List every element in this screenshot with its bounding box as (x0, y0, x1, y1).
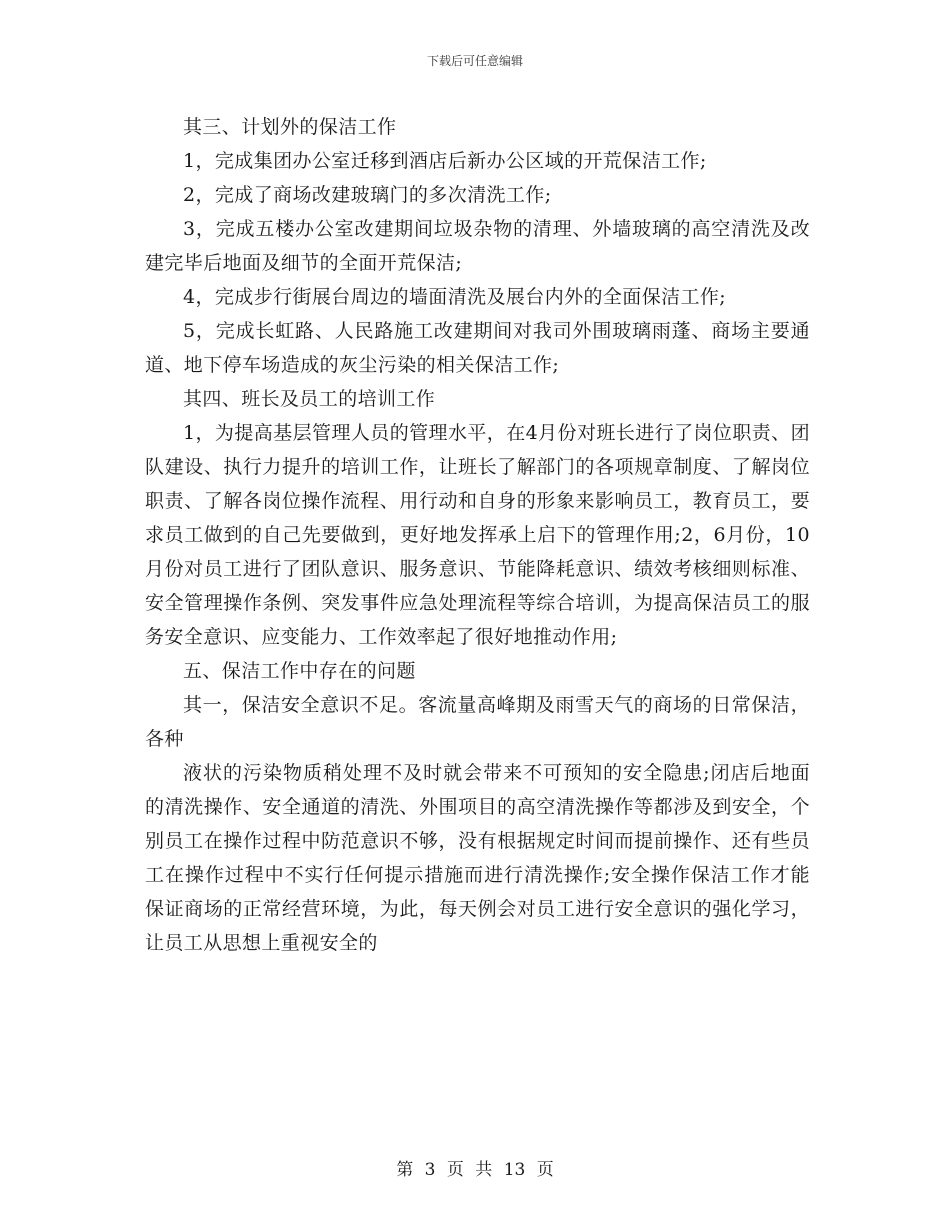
paragraph: 1，完成集团办公室迁移到酒店后新办公区域的开荒保洁工作; (183, 150, 707, 172)
paragraph: 5，完成长虹路、人民路施工改建期间对我司外围玻璃雨蓬、商场主要通道、地下停车场造成的灰尘污染的相关保洁工作; (145, 320, 810, 376)
page-header: 下载后可任意编辑 (426, 54, 523, 68)
paragraph: 3，完成五楼办公室改建期间垃圾杂物的清理、外墙玻璃的高空清洗及改建完毕后地面及细节的全面开荒保洁; (145, 218, 810, 274)
paragraph: 2，完成了商场改建玻璃门的多次清洗工作; (183, 184, 552, 206)
paragraph: 其三、计划外的保洁工作 (183, 116, 397, 138)
paragraph: 五、保洁工作中存在的问题 (183, 660, 416, 682)
paragraph: 1，为提高基层管理人员的管理水平，在4月份对班长进行了岗位职责、团队建设、执行力提升的培训工作，让班长了解部门的各项规章制度、了解岗位职责、了解各岗位操作流程、用行动和自身的形象来影响员工，教育员工，要求员工做到的自己先要做到，更好地发挥承上启下的管理作用;2，6月份，10月份对员工进行了团队意识、服务意识、节能降耗意识、绩效考核细则标准、安全管理操作条例、突发事件应急处理流程等综合培训，为提高保洁员工的服务安全意识、应变能力、工作效率起了很好地推动作用; (145, 422, 810, 648)
paragraph: 4，完成步行街展台周边的墙面清洗及展台内外的全面保洁工作; (183, 286, 727, 308)
page-footer: 第 3 页 共 13 页 (396, 1160, 554, 1180)
paragraph: 液状的污染物质稍处理不及时就会带来不可预知的安全隐患;闭店后地面的清洗操作、安全通道的清洗、外围项目的高空清洗操作等都涉及到安全，个别员工在操作过程中防范意识不够，没有根据规定时间而提前操作、还有些员工在操作过程中不实行任何提示措施而进行清洗操作;安全操作保洁工作才能保证商场的正常经营环境，为此，每天例会对员工进行安全意识的强化学习，让员工从思想上重视安全的 (145, 762, 810, 954)
document-body (145, 110, 810, 960)
paragraph: 其一，保洁安全意识不足。客流量高峰期及雨雪天气的商场的日常保洁，各种 (145, 694, 810, 750)
paragraph: 其四、班长及员工的培训工作 (183, 388, 436, 410)
